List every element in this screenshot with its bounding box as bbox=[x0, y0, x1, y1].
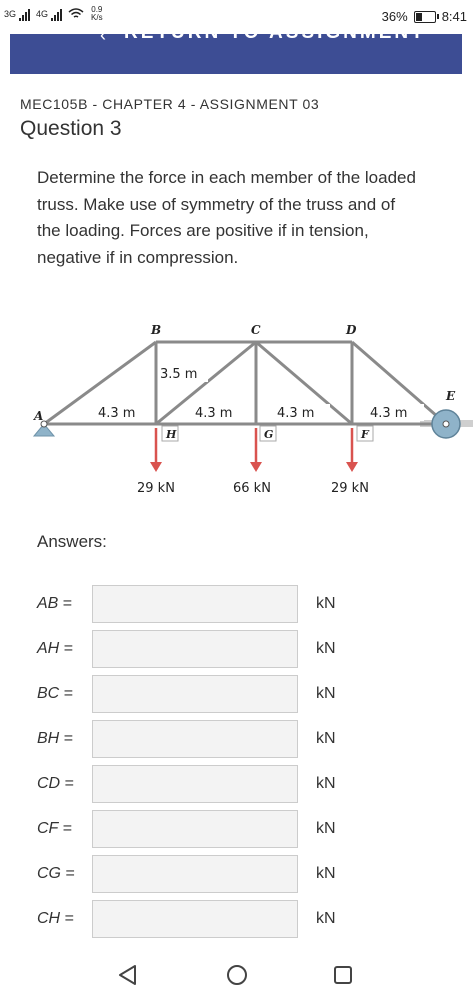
answer-eq: = bbox=[62, 595, 73, 612]
speed-value: 0.9 bbox=[91, 5, 103, 14]
chevron-left-icon: ‹ bbox=[100, 25, 106, 45]
load-label-g: 66 kN bbox=[233, 481, 271, 496]
answer-row-ch bbox=[0, 900, 473, 940]
battery-icon bbox=[414, 11, 436, 23]
answer-input-cd[interactable] bbox=[92, 765, 298, 803]
answer-label bbox=[37, 865, 75, 883]
answer-var: AH bbox=[37, 640, 60, 657]
answer-label bbox=[37, 820, 72, 838]
question-title: Question 3 bbox=[20, 117, 122, 140]
network-speed bbox=[91, 6, 103, 22]
speed-unit: K/s bbox=[91, 13, 103, 22]
load-label-h: 29 kN bbox=[137, 481, 175, 496]
answer-var: CF bbox=[37, 820, 59, 837]
answer-input-bh[interactable] bbox=[92, 720, 298, 758]
answer-var: BH bbox=[37, 730, 60, 747]
battery-fill bbox=[416, 13, 422, 21]
load-label-f: 29 kN bbox=[331, 481, 369, 496]
question-prompt: Determine the force in each member of the loaded truss. Make use of symmetry of the truss and of the loading. Forces are positive if in tension, negative if in compression. bbox=[37, 168, 416, 267]
answer-row-cd bbox=[0, 765, 473, 805]
span-label-4: 4.3 m bbox=[370, 406, 408, 421]
answer-var: CH bbox=[37, 910, 61, 927]
home-circle-icon[interactable] bbox=[224, 962, 250, 988]
system-nav-bar bbox=[0, 950, 473, 1000]
answer-eq: = bbox=[63, 640, 74, 657]
clock: 8:41 bbox=[441, 9, 467, 24]
answer-var: AB bbox=[37, 595, 59, 612]
return-to-assignment-button[interactable] bbox=[10, 22, 462, 74]
node-label-e: E bbox=[446, 389, 456, 403]
answer-eq: = bbox=[63, 730, 74, 747]
answer-label bbox=[37, 775, 74, 793]
node-label-f: F bbox=[361, 428, 369, 441]
answer-var: CG bbox=[37, 865, 61, 882]
answer-unit: kN bbox=[316, 910, 336, 927]
span-label-1: 4.3 m bbox=[98, 406, 136, 421]
load-arrows bbox=[150, 428, 358, 472]
answer-row-cg bbox=[0, 855, 473, 895]
truss-figure bbox=[36, 320, 473, 500]
status-left bbox=[4, 6, 103, 22]
answer-input-ab[interactable] bbox=[92, 585, 298, 623]
answer-input-ah[interactable] bbox=[92, 630, 298, 668]
span-label-2: 4.3 m bbox=[195, 406, 233, 421]
answer-var: CD bbox=[37, 775, 61, 792]
return-label: RETURN TO ASSIGNMENT bbox=[124, 22, 426, 43]
answer-unit: kN bbox=[316, 865, 336, 882]
answer-row-bh bbox=[0, 720, 473, 760]
answers-heading: Answers: bbox=[37, 532, 107, 551]
signal-bars-icon bbox=[19, 7, 30, 21]
answer-unit: kN bbox=[316, 595, 336, 612]
node-label-g: G bbox=[264, 428, 274, 441]
answer-input-cg[interactable] bbox=[92, 855, 298, 893]
answer-unit: kN bbox=[316, 775, 336, 792]
answer-unit: kN bbox=[316, 640, 336, 657]
answer-eq: = bbox=[65, 865, 75, 882]
answer-label bbox=[37, 685, 73, 703]
course-breadcrumb: MEC105B - CHAPTER 4 - ASSIGNMENT 03 bbox=[20, 96, 320, 112]
node-label-c: C bbox=[251, 323, 261, 337]
answer-row-cf bbox=[0, 810, 473, 850]
answer-row-ah bbox=[0, 630, 473, 670]
answer-label bbox=[37, 640, 73, 658]
answer-label bbox=[37, 595, 72, 613]
load-arrowhead-f bbox=[346, 462, 358, 472]
answer-eq: = bbox=[62, 820, 73, 837]
battery-percent: 36% bbox=[381, 9, 408, 24]
answer-eq: = bbox=[64, 775, 74, 792]
load-arrowhead-h bbox=[150, 462, 162, 472]
answer-row-bc bbox=[0, 675, 473, 715]
answer-input-ch[interactable] bbox=[92, 900, 298, 938]
answer-input-bc[interactable] bbox=[92, 675, 298, 713]
answer-unit: kN bbox=[316, 820, 336, 837]
answer-eq: = bbox=[63, 685, 74, 702]
signal-2-label: 4G bbox=[36, 9, 49, 19]
height-label: 3.5 m bbox=[160, 367, 198, 382]
answer-unit: kN bbox=[316, 685, 336, 702]
wifi-icon bbox=[68, 8, 84, 20]
node-label-h: H bbox=[166, 428, 177, 441]
signal-bars-icon bbox=[51, 7, 62, 21]
roller-joint bbox=[443, 421, 449, 427]
recents-square-icon[interactable] bbox=[330, 962, 356, 988]
answer-label bbox=[37, 730, 73, 748]
span-label-3: 4.3 m bbox=[277, 406, 315, 421]
node-label-b: B bbox=[151, 323, 162, 337]
answer-label bbox=[37, 910, 74, 928]
answer-row-ab bbox=[0, 585, 473, 625]
signal-1-label: 3G bbox=[4, 9, 17, 19]
node-label-d: D bbox=[346, 323, 357, 337]
answer-var: BC bbox=[37, 685, 60, 702]
node-label-a: A bbox=[34, 409, 44, 423]
answer-input-cf[interactable] bbox=[92, 810, 298, 848]
load-arrowhead-g bbox=[250, 462, 262, 472]
back-triangle-icon[interactable] bbox=[115, 962, 141, 988]
answer-unit: kN bbox=[316, 730, 336, 747]
answer-eq: = bbox=[64, 910, 74, 927]
